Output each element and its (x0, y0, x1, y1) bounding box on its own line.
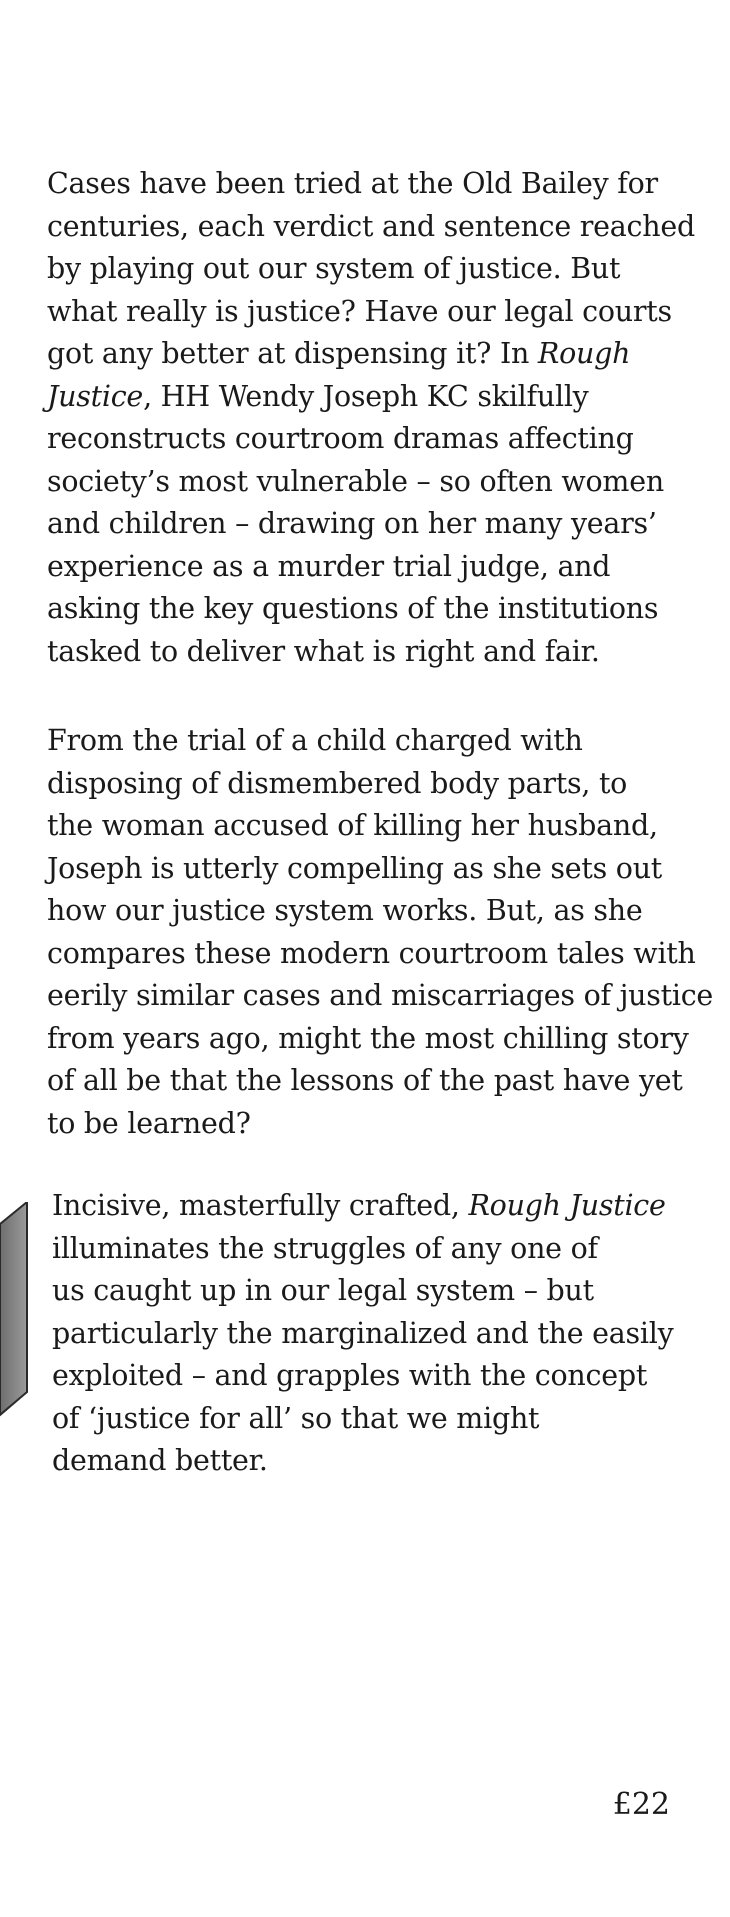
blurb-line: demand better. (52, 1444, 268, 1477)
blurb-line: of ‘justice for all’ so that we might (52, 1401, 540, 1435)
blurb-line: centuries, each verdict and sentence reached (47, 209, 695, 243)
blurb-paragraph-1 (47, 163, 695, 673)
blurb-line: disposing of dismembered body parts, to (47, 766, 628, 800)
blurb-line: what really is justice? Have our legal courts (47, 294, 672, 328)
blurb-line: and children – drawing on her many years’ (47, 507, 657, 540)
book-title: Justice (47, 379, 144, 413)
blurb-paragraph-3 (52, 1185, 673, 1483)
blurb-text: , HH Wendy Joseph KC skilfully (143, 379, 589, 413)
blurb-line: to be learned? (47, 1106, 251, 1140)
blurb-line: asking the key questions of the institutions (47, 592, 659, 625)
blurb-paragraph-2 (47, 720, 713, 1145)
ribbon-marker (0, 1202, 30, 1417)
blurb-line (52, 1185, 673, 1228)
blurb-line: Cases have been tried at the Old Bailey for (47, 167, 658, 200)
blurb-line: of all be that the lessons of the past have yet (47, 1064, 683, 1097)
blurb-line: how our justice system works. But, as she (47, 894, 643, 927)
blurb-line: from years ago, might the most chilling story (47, 1021, 689, 1055)
blurb-line (47, 376, 695, 419)
blurb-line: by playing out our system of justice. But (47, 252, 621, 285)
blurb-line: the woman accused of killing her husband, (47, 809, 658, 842)
blurb-line: particularly the marginalized and the easily (52, 1316, 674, 1350)
price-label: £22 (612, 1787, 670, 1822)
blurb-line: tasked to deliver what is right and fair. (47, 634, 600, 668)
blurb-line: Joseph is utterly compelling as she sets out (47, 851, 662, 885)
blurb-line: From the trial of a child charged with (47, 724, 583, 757)
book-title: Rough Justice (468, 1189, 666, 1222)
blurb-line: reconstructs courtroom dramas affecting (47, 422, 634, 455)
blurb-line: society’s most vulnerable – so often women (47, 464, 664, 498)
blurb-line: experience as a murder trial judge, and (47, 549, 611, 583)
blurb-text: Incisive, masterfully crafted, (52, 1189, 469, 1222)
blurb-line: illuminates the struggles of any one of (52, 1231, 598, 1265)
blurb-text: got any better at dispensing it? In (47, 337, 538, 370)
blurb-line: exploited – and grapples with the concept (52, 1359, 648, 1392)
blurb-line: us caught up in our legal system – but (52, 1274, 594, 1307)
book-title: Rough (537, 337, 631, 370)
blurb-line: compares these modern courtroom tales with (47, 936, 696, 970)
blurb-line: eerily similar cases and miscarriages of justice (47, 979, 714, 1012)
blurb-line (47, 333, 695, 376)
